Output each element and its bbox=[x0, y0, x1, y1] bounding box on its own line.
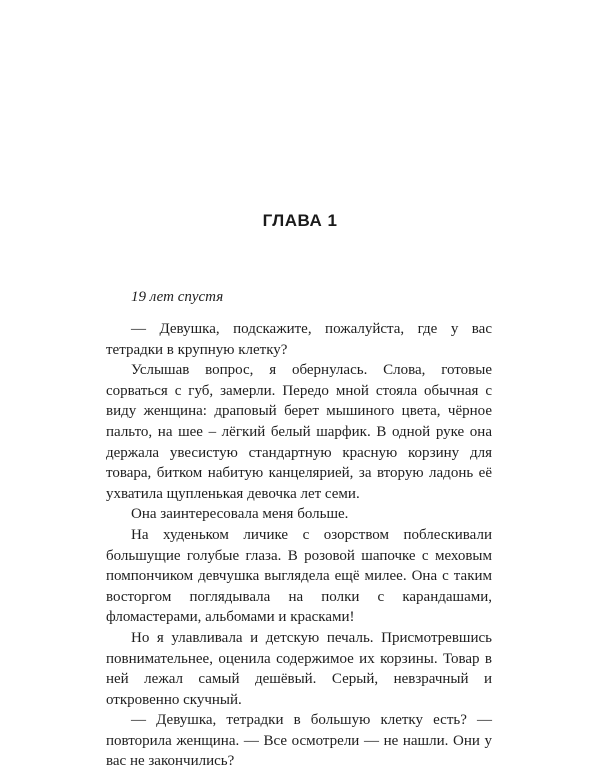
paragraph: На худеньком личике с озорством поблескивали большущие голубые глаза. В розовой шапочке с меховым помпончиком девчушка выглядела ещё милее. Она с таким восторгом поглядывала на полки с карандашами, фломастерами, альбомами и красками! bbox=[106, 526, 492, 626]
paragraph: — Девушка, тетрадки в большую клетку есть? — повторила женщина. — Все осмотрели — не нашли. Они у вас не закончились? bbox=[106, 712, 492, 770]
chapter-subtitle: 19 лет спустя bbox=[131, 289, 224, 305]
chapter-title: ГЛАВА 1 bbox=[262, 211, 338, 230]
paragraph: Она заинтересовала меня больше. bbox=[131, 506, 349, 523]
paragraph: — Девушка, подскажите, пожалуйста, где у вас тетрадки в крупную клетку? bbox=[106, 321, 492, 358]
paragraph: Но я улавливала и детскую печаль. Присмотревшись повнимательнее, оценила содержимое их корзины. Товар в ней лежал самый дешёвый. Серый, невзрачный и откровенно скучный. bbox=[106, 629, 492, 708]
body-text bbox=[106, 319, 492, 772]
paragraph: Услышав вопрос, я обернулась. Слова, готовые сорваться с губ, замерли. Передо мной стояла обычная с виду женщина: драповый берет мышиного цвета, чёрное пальто, на шее – лёгкий белый шарфик. В одной руке она держала увесистую стандартную красную корзину для товара, битком набитую канцелярией, за вторую ладонь её ухватила щупленькая девочка лет семи. bbox=[106, 362, 492, 502]
